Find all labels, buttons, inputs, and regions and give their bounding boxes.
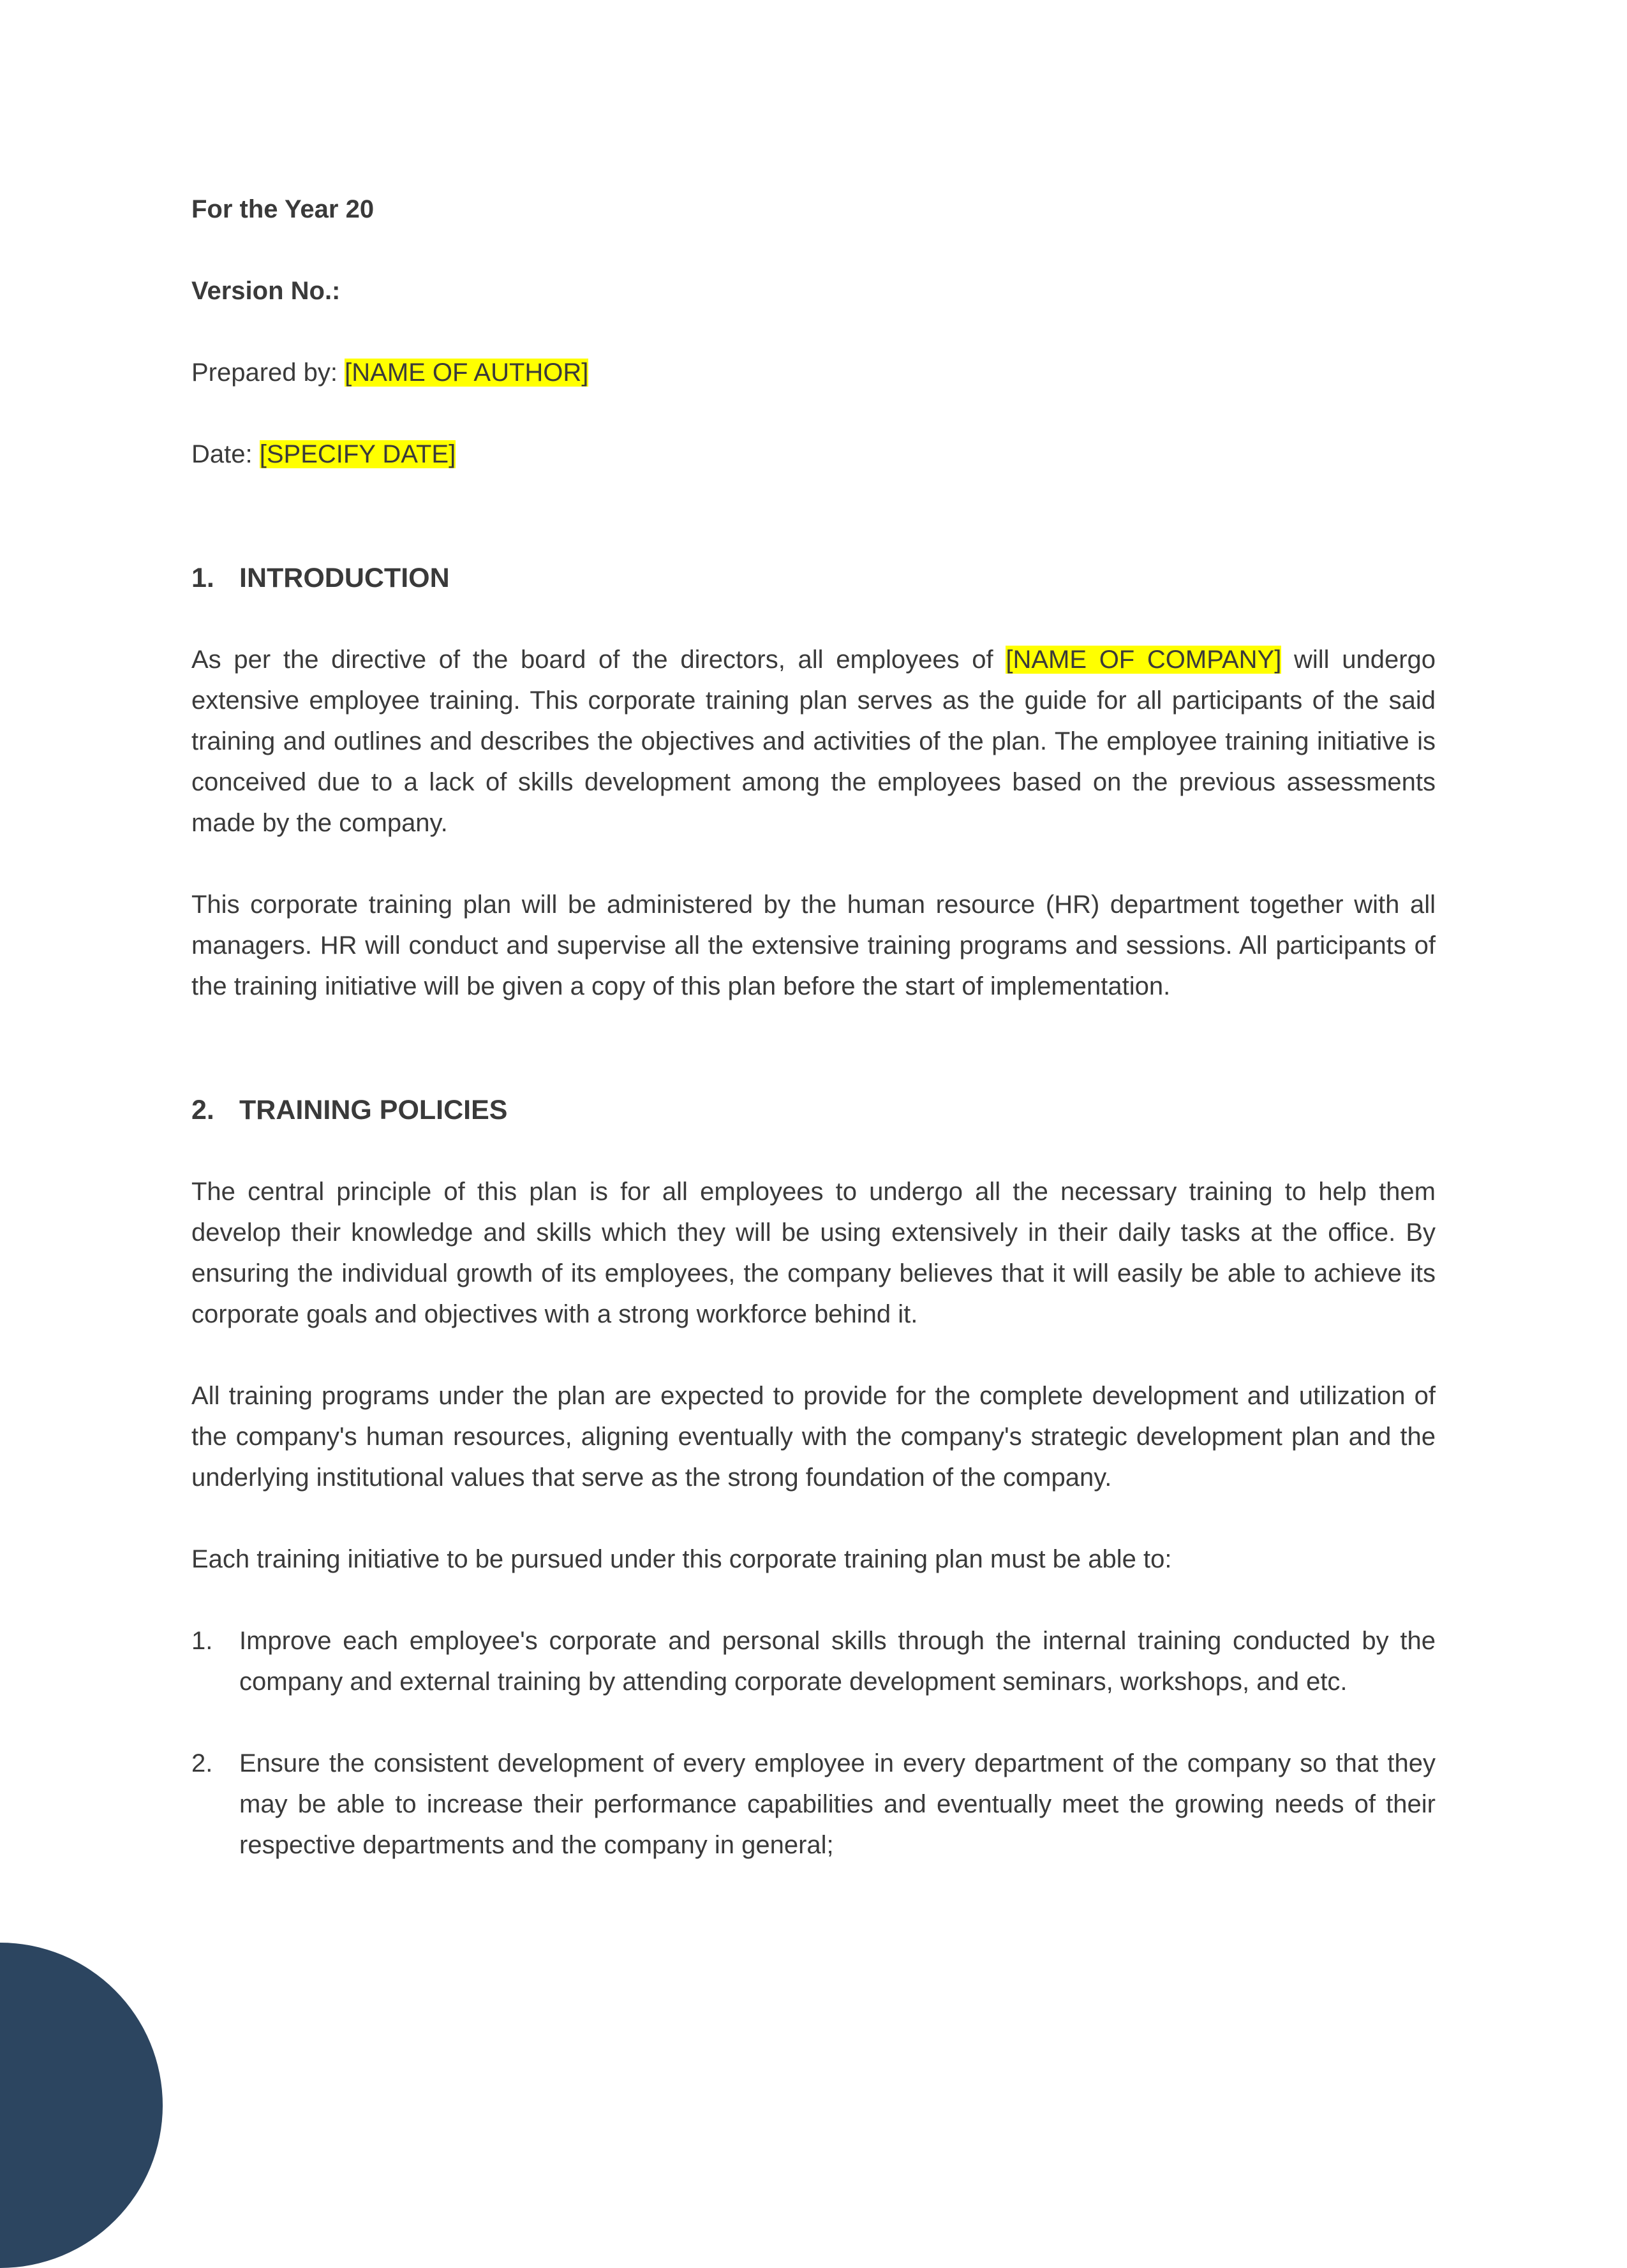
company-placeholder: [NAME OF COMPANY] [1006,646,1282,674]
date-line [191,434,1436,475]
intro-text-after: will undergo extensive employee training. This corporate training plan serves as the guide for all participants of the said training and outlines and describes the objectives and activities of the plan. The employee training initiative is conceived due to a lack of skills development among the employees based on the previous assessments made by the company. [191,646,1436,837]
intro-paragraph-1 [191,639,1436,843]
date-placeholder: [SPECIFY DATE] [259,440,456,468]
intro-paragraph-2: This corporate training plan will be administered by the human resource (HR) department together with all managers. HR will conduct and supervise all the extensive training programs and sessions. All participants of the training initiative will be given a copy of this plan before the start of implementation. [191,891,1436,1000]
version-line: Version No.: [191,277,341,305]
list-item-number: 2. [191,1749,213,1777]
list-item [191,1620,1436,1702]
list-item [191,1743,1436,1865]
section-title: TRAINING POLICIES [239,1095,508,1125]
policies-paragraph-3: Each training initiative to be pursued under this corporate training plan must be able to: [191,1545,1172,1573]
section-heading-training-policies [191,1090,1436,1130]
document-body [191,189,1436,1906]
section-title: INTRODUCTION [239,563,450,593]
date-label: Date: [191,440,260,468]
policies-paragraph-1: The central principle of this plan is for all employees to undergo all the necessary training to help them develop their knowledge and skills which they will be using extensively in their daily tasks at the office. By ensuring the individual growth of its employees, the company believes that it will easily be able to achieve its corporate goals and objectives with a strong workforce behind it. [191,1178,1436,1328]
intro-text-before: As per the directive of the board of the directors, all employees of [191,646,1006,674]
year-line: For the Year 20 [191,195,375,223]
section-number: 2. [191,1095,214,1125]
section-heading-introduction [191,558,1436,598]
prepared-by-label: Prepared by: [191,359,345,387]
list-item-number: 1. [191,1627,213,1655]
corner-decoration [0,1943,163,2268]
policies-paragraph-2: All training programs under the plan are expected to provide for the complete development and utilization of the company's human resources, aligning eventually with the company's strategic development plan and the underlying institutional values that serve as the strong foundation of the company. [191,1382,1436,1492]
list-item-text: Ensure the consistent development of every employee in every department of the company so that they may be able to increase their performance capabilities and eventually meet the growing needs of their respective departments and the company in general; [239,1749,1436,1859]
author-placeholder: [NAME OF AUTHOR] [345,359,589,387]
section-number: 1. [191,563,214,593]
prepared-by-line [191,352,1436,393]
objectives-list [191,1620,1436,1865]
list-item-text: Improve each employee's corporate and personal skills through the internal training conducted by the company and external training by attending corporate development seminars, workshops, and etc. [239,1627,1436,1696]
